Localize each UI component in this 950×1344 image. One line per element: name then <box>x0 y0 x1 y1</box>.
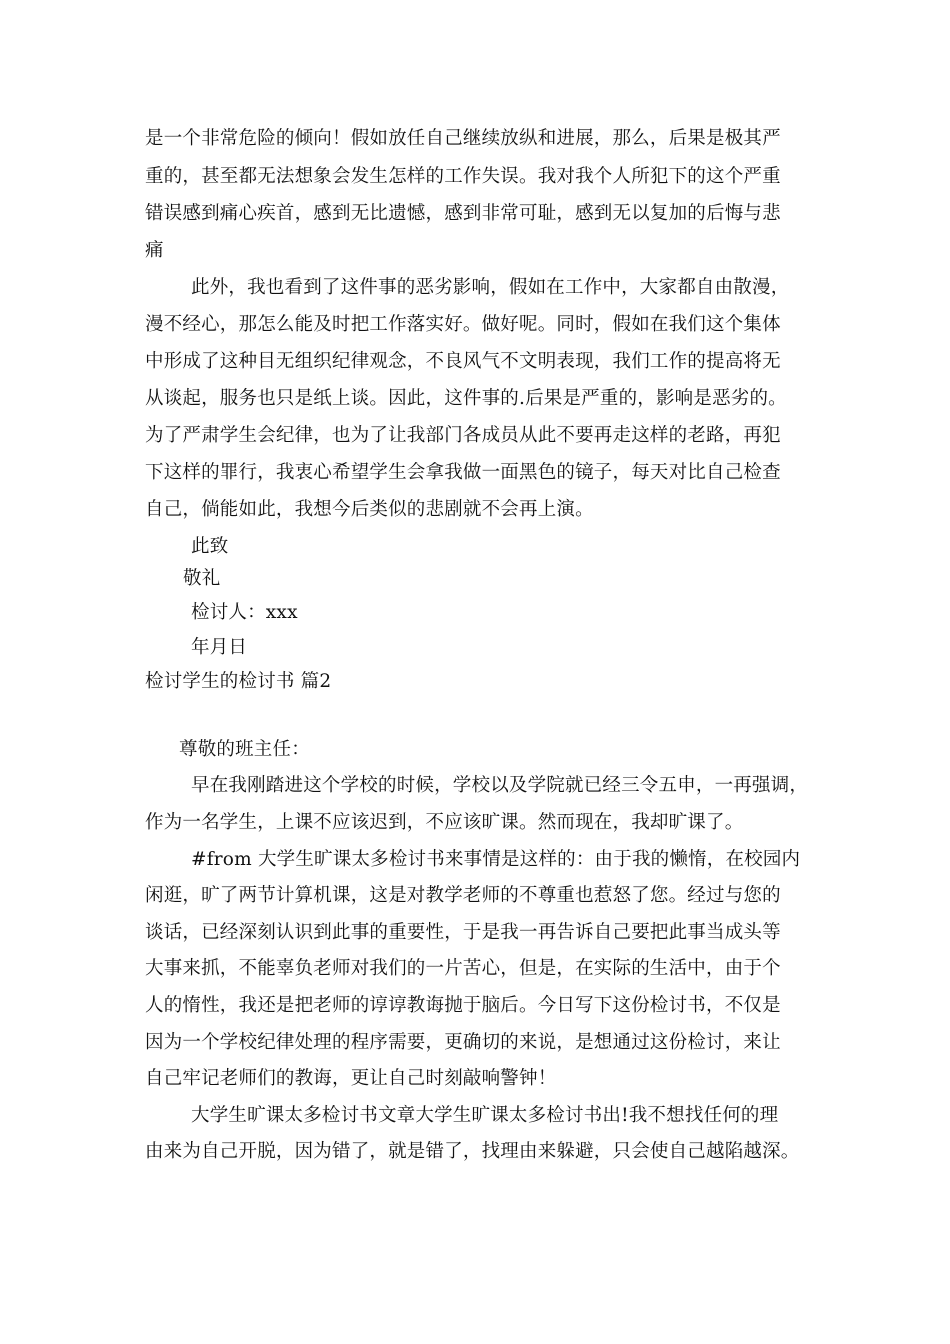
paragraph-line: 大事来抓，不能辜负老师对我们的一片苦心，但是，在实际的生活中，由于个 <box>145 958 781 979</box>
paragraph-line: 自己牢记老师们的教诲，更让自己时刻敲响警钟！ <box>145 1068 557 1089</box>
closing-salutation: 此致 <box>191 536 229 557</box>
paragraph-line: 中形成了这种目无组织纪律观念，不良风气不文明表现，我们工作的提高将无 <box>145 351 781 372</box>
signature-line: 检讨人：xxx <box>191 602 298 623</box>
paragraph-line: 下这样的罪行，我衷心希望学生会拿我做一面黑色的镜子，每天对比自己检查 <box>145 462 781 483</box>
paragraph-line: #from 大学生旷课太多检讨书来事情是这样的：由于我的懒惰，在校园内 <box>191 849 801 870</box>
greeting-line: 尊敬的班主任： <box>179 739 310 760</box>
paragraph-line: 重的，甚至都无法想象会发生怎样的工作失误。我对我个人所犯下的这个严重 <box>145 166 781 187</box>
paragraph-line: 早在我刚踏进这个学校的时候，学校以及学院就已经三令五申，一再强调， <box>191 775 809 796</box>
paragraph-line: 闲逛，旷了两节计算机课，这是对教学老师的不尊重也惹怒了您。经过与您的 <box>145 885 781 906</box>
paragraph-line: 此外，我也看到了这件事的恶劣影响，假如在工作中，大家都自由散漫， <box>191 277 790 298</box>
paragraph-line: 因为一个学校纪律处理的程序需要，更确切的来说，是想通过这份检讨，来让 <box>145 1032 781 1053</box>
paragraph-line: 痛 <box>145 240 164 261</box>
paragraph-line: 漫不经心，那怎么能及时把工作落实好。做好呢。同时，假如在我们这个集体 <box>145 314 781 335</box>
paragraph-line: 是一个非常危险的倾向！假如放任自己继续放纵和进展，那么，后果是极其严 <box>145 128 781 149</box>
paragraph-line: 由来为自己开脱，因为错了，就是错了，找理由来躲避，只会使自己越陷越深。 <box>145 1141 800 1162</box>
paragraph-line: 人的惰性，我还是把老师的谆谆教诲抛于脑后。今日写下这份检讨书，不仅是 <box>145 995 781 1016</box>
date-line: 年月日 <box>191 637 248 658</box>
paragraph-line: 为了严肃学生会纪律，也为了让我部门各成员从此不要再走这样的老路，再犯 <box>145 425 781 446</box>
paragraph-line: 自己，倘能如此，我想今后类似的悲剧就不会再上演。 <box>145 499 594 520</box>
paragraph-line: 谈话，已经深刻认识到此事的重要性，于是我一再告诉自己要把此事当成头等 <box>145 922 781 943</box>
paragraph-line: 作为一名学生，上课不应该迟到，不应该旷课。然而现在，我却旷课了。 <box>145 812 744 833</box>
paragraph-line: 从谈起，服务也只是纸上谈。因此，这件事的.后果是严重的，影响是恶劣的。 <box>145 388 787 409</box>
section-title: 检讨学生的检讨书 篇2 <box>145 671 332 692</box>
closing-regards: 敬礼 <box>183 568 221 589</box>
paragraph-line: 错误感到痛心疾首，感到无比遗憾，感到非常可耻，感到无以复加的后悔与悲 <box>145 203 781 224</box>
paragraph-line: 大学生旷课太多检讨书文章大学生旷课太多检讨书出!我不想找任何的理 <box>191 1105 779 1126</box>
